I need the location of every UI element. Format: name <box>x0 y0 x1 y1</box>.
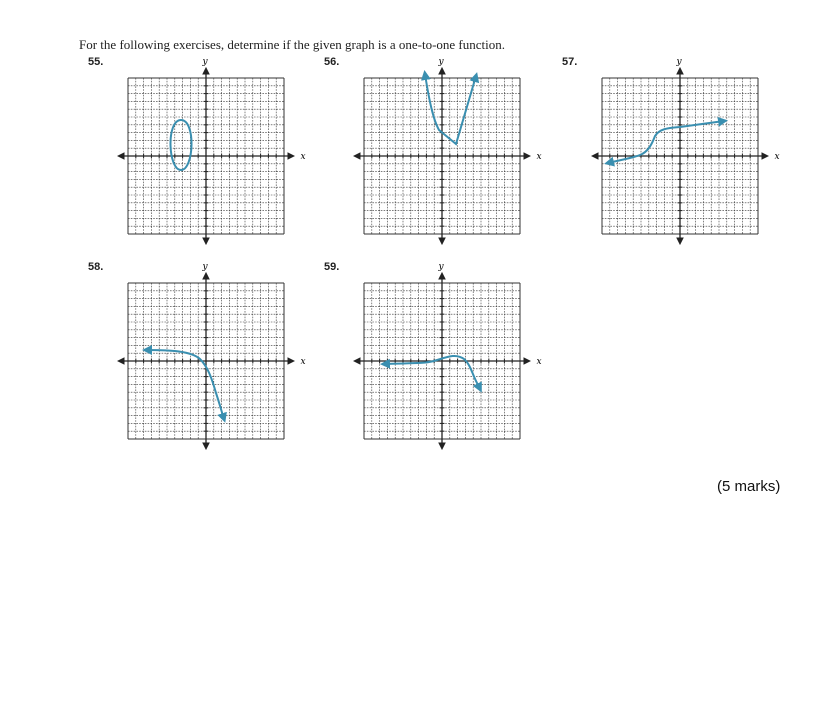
y-axis-label: y <box>676 57 682 67</box>
graph-59 <box>344 263 540 459</box>
x-axis-label: x <box>536 152 542 162</box>
exercise-number: 57. <box>562 56 578 68</box>
graph-58 <box>108 263 304 459</box>
exercise-number: 55. <box>88 56 104 68</box>
curve-closed-loop <box>170 120 191 170</box>
x-axis-label: x <box>774 152 780 162</box>
x-axis-label: x <box>536 357 542 367</box>
instruction-text: For the following exercises, determine if the given graph is a one-to-one function. <box>79 37 505 52</box>
exercise-number: 56. <box>324 56 340 68</box>
x-axis-label: x <box>300 357 306 367</box>
graph-55 <box>108 58 304 254</box>
graph-57 <box>582 58 778 254</box>
exercise-number: 59. <box>324 261 340 273</box>
exercise-number: 58. <box>88 261 104 273</box>
marks-label: (5 marks) <box>717 478 781 495</box>
y-axis-label: y <box>438 262 444 272</box>
graph-56 <box>344 58 540 254</box>
y-axis-label: y <box>438 57 444 67</box>
y-axis-label: y <box>202 57 208 67</box>
x-axis-label: x <box>300 152 306 162</box>
y-axis-label: y <box>202 262 208 272</box>
